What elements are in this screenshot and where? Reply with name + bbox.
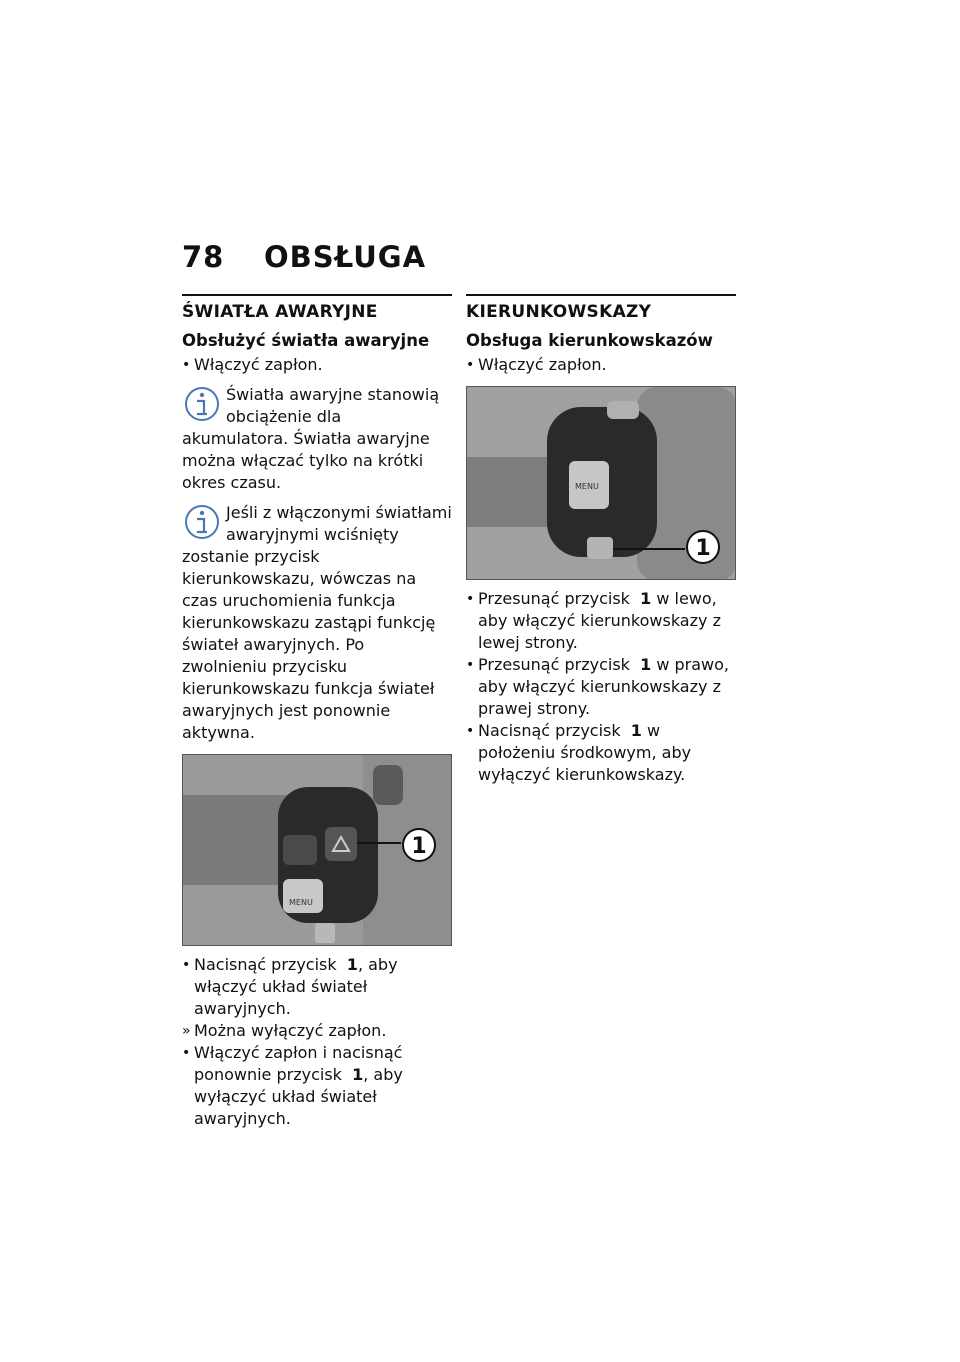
section-rule [182,294,452,296]
list-item: » Można wyłączyć zapłon. [182,1021,387,1040]
callout-1: 1 [411,834,427,859]
info-icon [182,384,222,428]
list-item: • Nacisnąć przycisk 1, aby włączyć układ świateł awaryjnych. [182,955,398,1018]
note-block [182,502,452,744]
menu-button-label: MENU [575,482,599,491]
list-item: • Włączyć zapłon. [182,355,323,374]
subheading-hazard: Obsłużyć światła awaryjne [182,331,430,350]
section-rule [466,294,736,296]
photo-illustration [467,387,736,580]
list-item: • Włączyć zapłon. [466,355,607,374]
list-item: • Włączyć zapłon i nacisnąć ponownie przycisk 1, aby wyłączyć układ świateł awaryjnych. [182,1043,403,1128]
section-heading-hazard: ŚWIATŁA AWARYJNE [182,302,378,322]
note-block [182,384,452,494]
list-item: • Nacisnąć przycisk 1 w położeniu środkowym, aby wyłączyć kierunkowskazy. [466,721,692,784]
menu-button-label: MENU [289,898,313,907]
page-header [182,240,426,274]
info-icon [182,502,222,546]
page-number: 78 [182,240,225,274]
note-text: Światła awaryjne stanowią obciążenie dla akumulatora. Światła awaryjne można włączać tylko na krótki okres czasu. [182,385,440,492]
hazard-switch-photo [182,754,452,946]
section-heading-turn-signals: KIERUNKOWSKAZY [466,302,652,322]
turn-signal-switch-photo [466,386,736,580]
section-title: OBSŁUGA [264,240,427,274]
subheading-turn-signals: Obsługa kierunkowskazów [466,331,713,350]
photo-illustration [183,755,452,946]
list-item: • Przesunąć przycisk 1 w lewo, aby włączyć kierunkowskazy z lewej strony. [466,589,721,652]
list-item: • Przesunąć przycisk 1 w prawo, aby włączyć kierunkowskazy z prawej strony. [466,655,730,718]
callout-1: 1 [695,536,711,561]
note-text: Jeśli z włączonymi światłami awaryjnymi wciśnięty zostanie przycisk kierunkowskazu, wówczas na czas uruchomienia funkcja kierunkowskazu zastąpi funkcję świateł awaryjnych. Po zwolnieniu przycisku kierunkowskazu funkcja świateł awaryjnych jest ponownie aktywna. [182,503,452,742]
right-column [466,294,736,786]
left-column [182,294,452,1130]
